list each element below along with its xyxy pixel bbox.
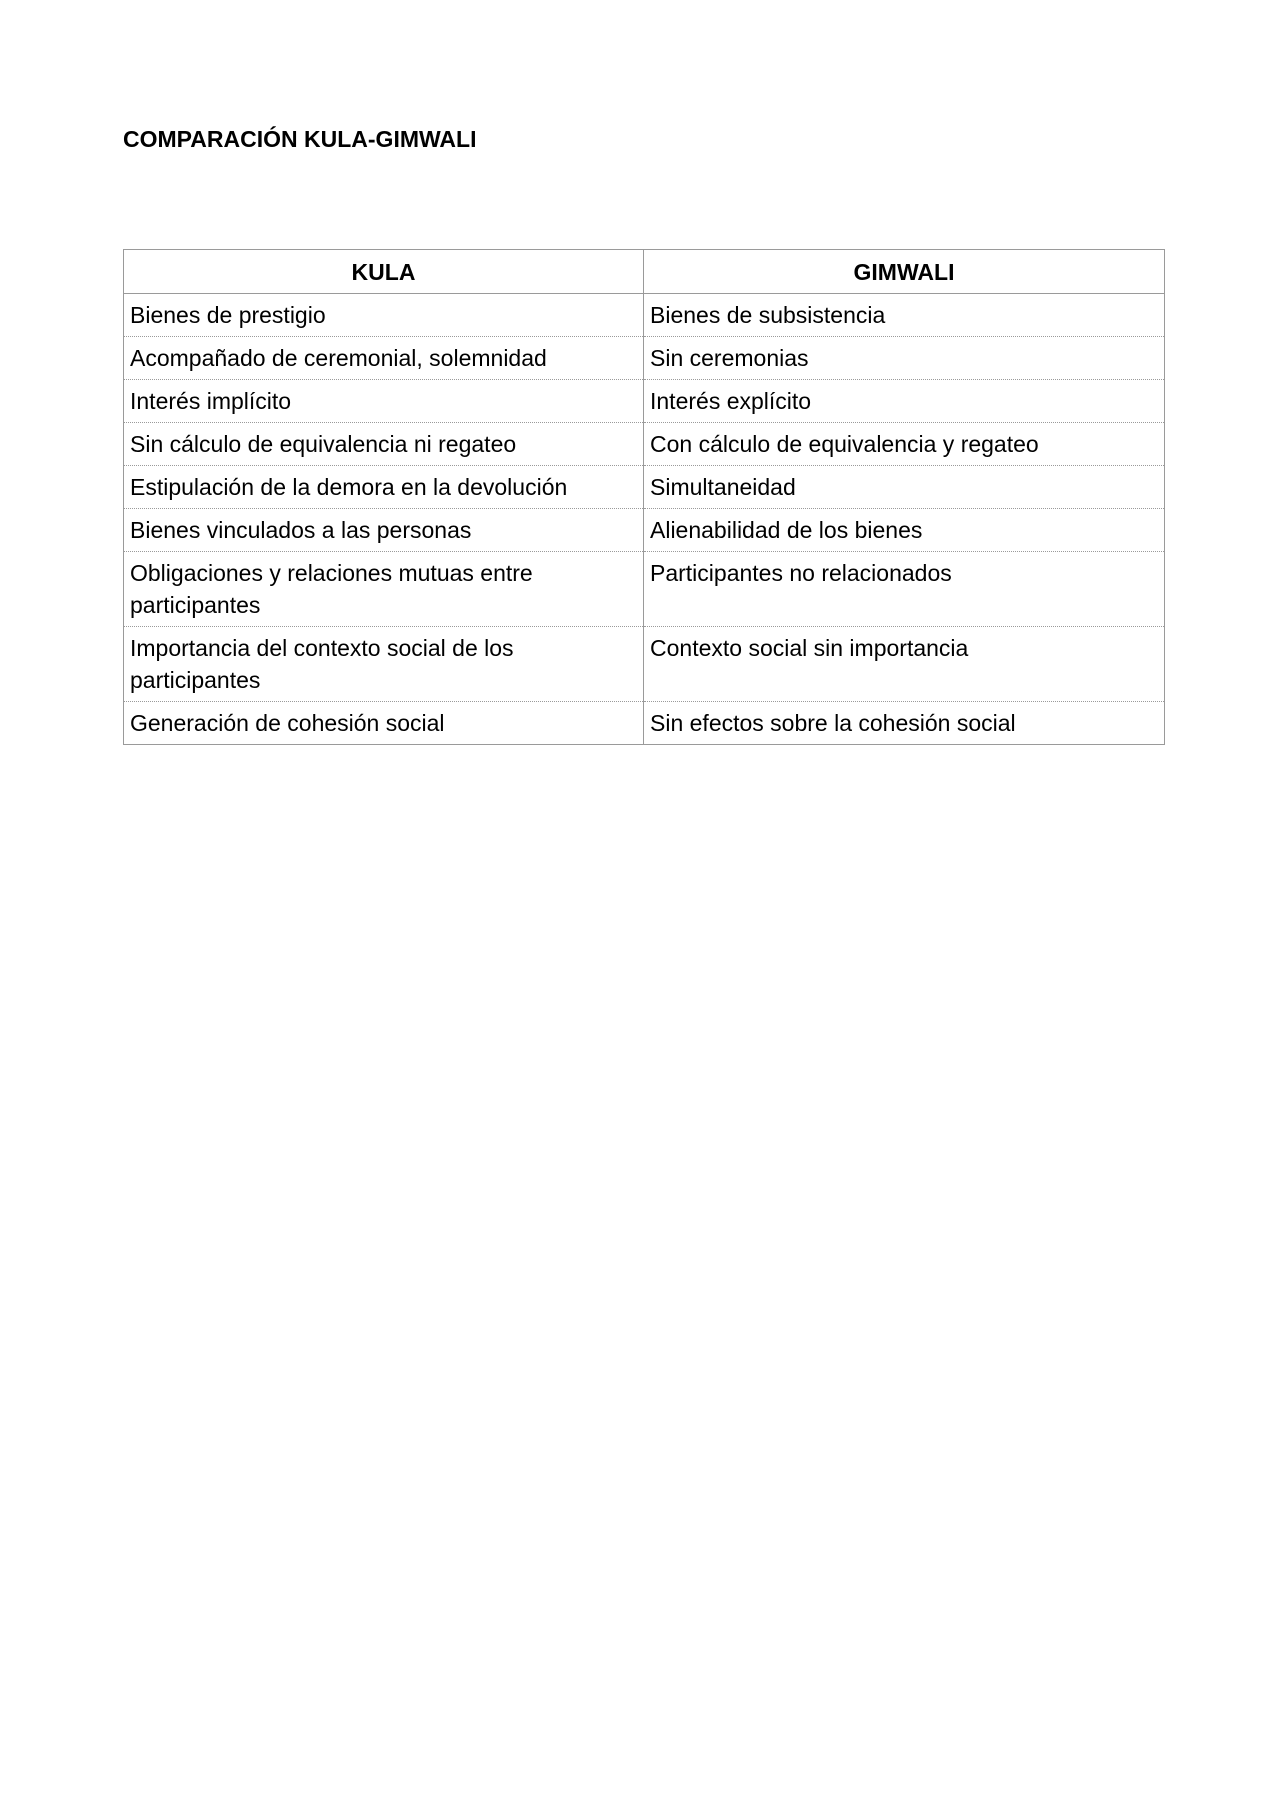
gimwali-cell: Alienabilidad de los bienes bbox=[644, 509, 1165, 552]
table-row bbox=[124, 509, 1165, 552]
gimwali-cell: Sin ceremonias bbox=[644, 337, 1165, 380]
table-row bbox=[124, 702, 1165, 745]
kula-cell: Acompañado de ceremonial, solemnidad bbox=[124, 337, 644, 380]
gimwali-cell: Contexto social sin importancia bbox=[644, 627, 1165, 702]
table-row bbox=[124, 423, 1165, 466]
kula-cell: Interés implícito bbox=[124, 380, 644, 423]
kula-cell: Estipulación de la demora en la devolución bbox=[124, 466, 644, 509]
table-row bbox=[124, 627, 1165, 702]
gimwali-cell: Con cálculo de equivalencia y regateo bbox=[644, 423, 1165, 466]
kula-cell: Sin cálculo de equivalencia ni regateo bbox=[124, 423, 644, 466]
kula-cell: Bienes vinculados a las personas bbox=[124, 509, 644, 552]
column-header-kula: KULA bbox=[124, 250, 644, 294]
table-row bbox=[124, 294, 1165, 337]
gimwali-cell: Sin efectos sobre la cohesión social bbox=[644, 702, 1165, 745]
comparison-table bbox=[123, 249, 1165, 745]
table-row bbox=[124, 337, 1165, 380]
kula-cell: Importancia del contexto social de los participantes bbox=[124, 627, 644, 702]
gimwali-cell: Interés explícito bbox=[644, 380, 1165, 423]
gimwali-cell: Participantes no relacionados bbox=[644, 552, 1165, 627]
table-row bbox=[124, 552, 1165, 627]
page-title: COMPARACIÓN KULA-GIMWALI bbox=[123, 126, 477, 152]
table-row bbox=[124, 466, 1165, 509]
kula-cell: Bienes de prestigio bbox=[124, 294, 644, 337]
column-header-gimwali: GIMWALI bbox=[644, 250, 1165, 294]
gimwali-cell: Bienes de subsistencia bbox=[644, 294, 1165, 337]
table-header-row bbox=[124, 250, 1165, 294]
gimwali-cell: Simultaneidad bbox=[644, 466, 1165, 509]
kula-cell: Obligaciones y relaciones mutuas entre participantes bbox=[124, 552, 644, 627]
kula-cell: Generación de cohesión social bbox=[124, 702, 644, 745]
table-row bbox=[124, 380, 1165, 423]
